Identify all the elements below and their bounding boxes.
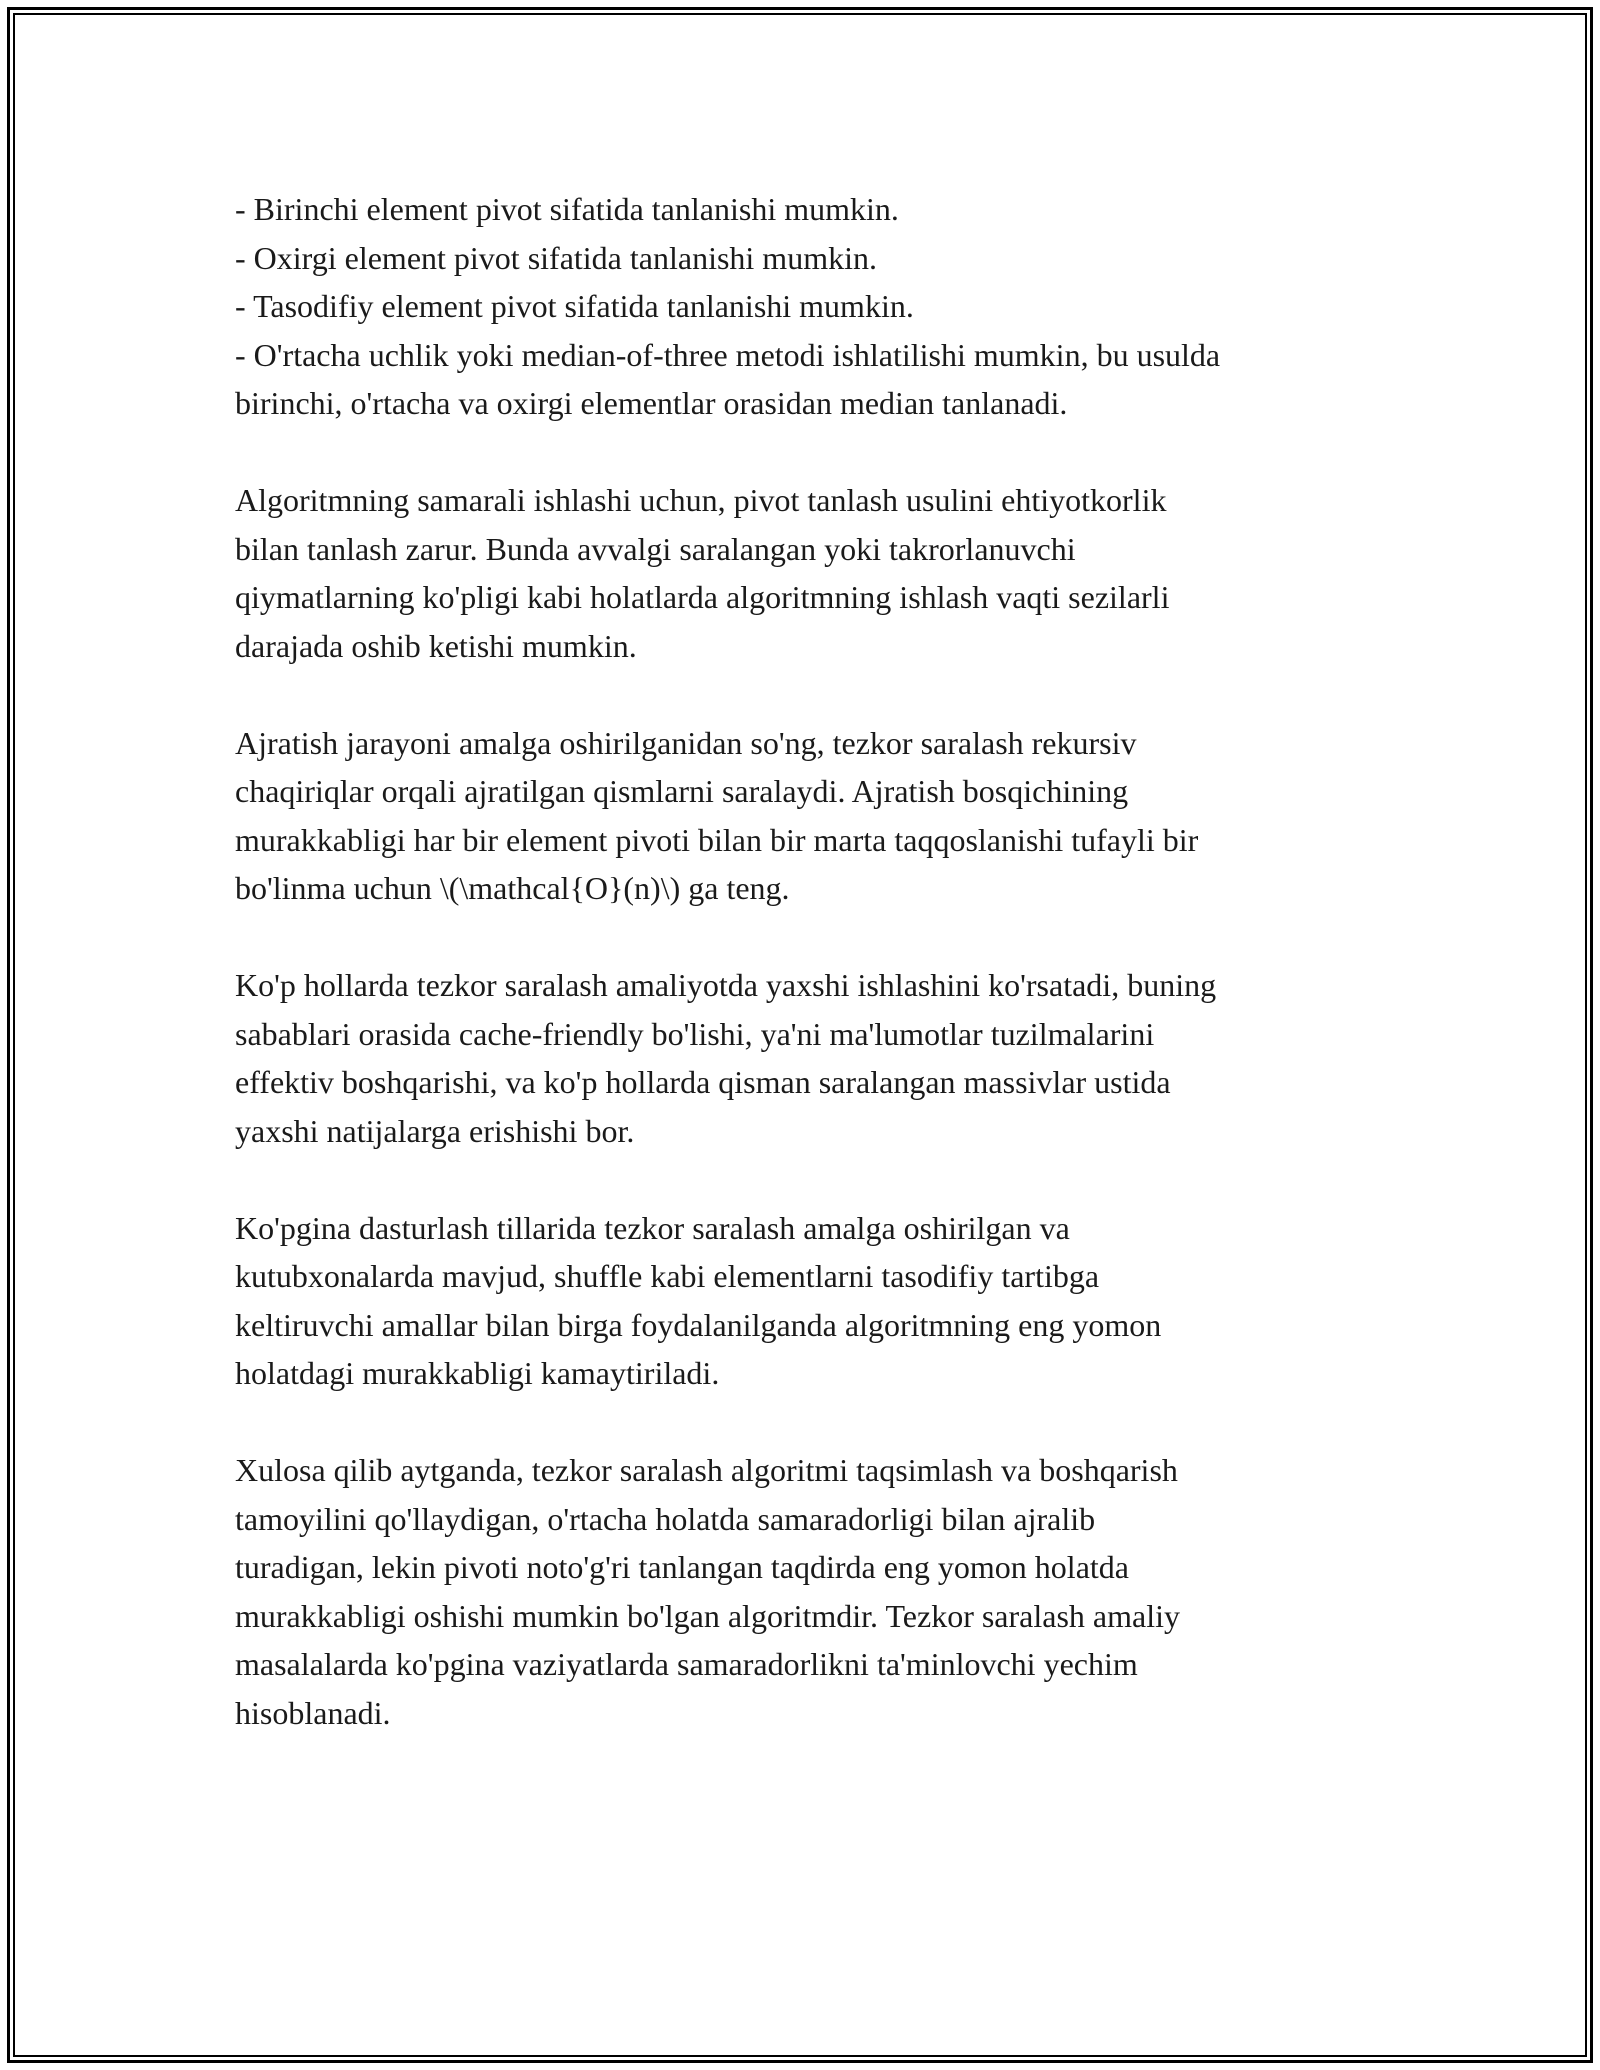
- pivot-options-list: [235, 185, 1385, 428]
- text-line: - O'rtacha uchlik yoki median-of-three metodi ishlatilishi mumkin, bu usulda: [235, 336, 1221, 373]
- text-line: turadigan, lekin pivoti noto'g'ri tanlangan taqdirda eng yomon holatda: [235, 1549, 1129, 1585]
- text-line: Algoritmning samarali ishlashi uchun, pivot tanlash usulini ehtiyotkorlik: [235, 482, 1167, 518]
- text-line: yaxshi natijalarga erishishi bor.: [235, 1112, 635, 1149]
- text-line: murakkabligi har bir element pivoti bilan bir marta taqqoslanishi tufayli bir: [235, 821, 1199, 858]
- text-line: keltiruvchi amallar bilan birga foydalanilganda algoritmning eng yomon: [235, 1306, 1162, 1343]
- text-line: bilan tanlash zarur. Bunda avvalgi saralangan yoki takrorlanuvchi: [235, 530, 1076, 567]
- list-item: [235, 185, 1385, 234]
- paragraph-practical-performance: [235, 961, 1385, 1155]
- document-body: [235, 185, 1385, 1737]
- text-line: Ko'pgina dasturlash tillarida tezkor saralash amalga oshirilgan va: [235, 1209, 1070, 1246]
- text-line: bo'linma uchun \(\mathcal{O}(n)\) ga teng.: [235, 870, 790, 906]
- list-item: [235, 282, 1385, 331]
- text-line: effektiv boshqarishi, va ko'p hollarda qisman saralangan massivlar ustida: [235, 1064, 1171, 1100]
- text-line: Ajratish jarayoni amalga oshirilganidan so'ng, tezkor saralash rekursiv: [235, 724, 1137, 761]
- text-line: sabablari orasida cache-friendly bo'lishi, ya'ni ma'lumotlar tuzilmalarini: [235, 1015, 1155, 1052]
- text-line: masalalarda ko'pgina vaziyatlarda samaradorlikni ta'minlovchi yechim: [235, 1646, 1138, 1682]
- text-line: - Birinchi element pivot sifatida tanlanishi mumkin.: [235, 191, 899, 227]
- text-line: kutubxonalarda mavjud, shuffle kabi elementlarni tasodifiy tartibga: [235, 1258, 1100, 1294]
- text-line: - Tasodifiy element pivot sifatida tanlanishi mumkin.: [235, 288, 914, 324]
- text-line: Xulosa qilib aytganda, tezkor saralash algoritmi taqsimlash va boshqarish: [235, 1452, 1178, 1488]
- text-line: birinchi, o'rtacha va oxirgi elementlar orasidan median tanlanadi.: [235, 385, 1068, 421]
- paragraph-conclusion: [235, 1446, 1385, 1737]
- text-line: hisoblanadi.: [235, 1694, 391, 1731]
- list-item: [235, 234, 1385, 283]
- text-line: - Oxirgi element pivot sifatida tanlanishi mumkin.: [235, 239, 877, 276]
- text-line: tamoyilini qo'llaydigan, o'rtacha holatda samaradorligi bilan ajralib: [235, 1500, 1096, 1537]
- text-line: Ko'p hollarda tezkor saralash amaliyotda yaxshi ishlashini ko'rsatadi, buning: [235, 967, 1217, 1003]
- paragraph-library-support: [235, 1204, 1385, 1398]
- paragraph-pivot-selection: [235, 476, 1385, 670]
- text-line: qiymatlarning ko'pligi kabi holatlarda algoritmning ishlash vaqti sezilarli: [235, 579, 1170, 615]
- text-line: darajada oshib ketishi mumkin.: [235, 627, 637, 664]
- paragraph-partition-complexity: [235, 719, 1385, 913]
- text-line: murakkabligi oshishi mumkin bo'lgan algoritmdir. Tezkor saralash amaliy: [235, 1597, 1180, 1634]
- text-line: holatdagi murakkabligi kamaytiriladi.: [235, 1355, 720, 1391]
- text-line: chaqiriqlar orqali ajratilgan qismlarni saralaydi. Ajratish bosqichining: [235, 773, 1129, 809]
- list-item: [235, 331, 1385, 428]
